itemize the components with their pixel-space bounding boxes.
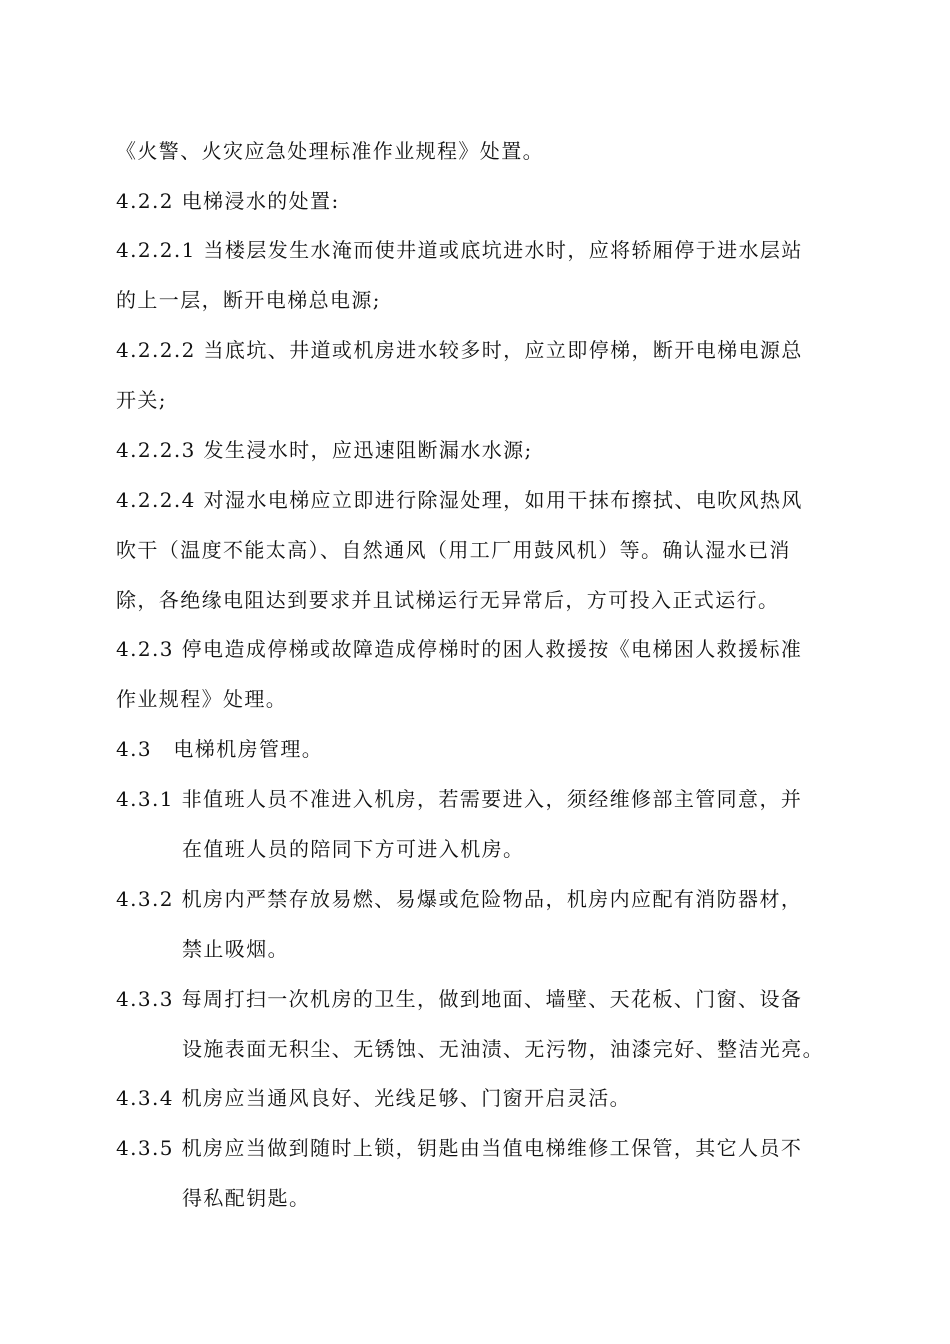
heading-4-2-2: 4.2.2 电梯浸水的处置: <box>116 189 340 213</box>
text-line-fire-procedure: 《火警、火灾应急处理标准作业规程》处置。 <box>116 139 544 163</box>
item-4-2-2-4: 4.2.2.4 对湿水电梯应立即进行除湿处理，如用干抹布擦拭、电吹风热风 <box>116 488 803 512</box>
item-4-3-1: 4.3.1 非值班人员不准进入机房，若需要进入，须经维修部主管同意，并 <box>116 787 803 811</box>
item-4-2-2-2-cont: 开关; <box>116 388 167 412</box>
item-4-3-4: 4.3.4 机房应当通风良好、光线足够、门窗开启灵活。 <box>116 1086 632 1110</box>
item-4-3-2: 4.3.2 机房内严禁存放易燃、易爆或危险物品，机房内应配有消防器材， <box>116 887 803 911</box>
item-4-3-3: 4.3.3 每周打扫一次机房的卫生，做到地面、墙壁、天花板、门窗、设备 <box>116 987 803 1011</box>
heading-4-3: 4.3 电梯机房管理。 <box>116 737 324 761</box>
item-4-2-2-4-cont-2: 除，各绝缘电阻达到要求并且试梯运行无异常后，方可投入正式运行。 <box>116 588 780 612</box>
item-4-2-2-1: 4.2.2.1 当楼层发生水淹而使井道或底坑进水时，应将轿厢停于进水层站 <box>116 238 803 262</box>
item-4-2-2-2: 4.2.2.2 当底坑、井道或机房进水较多时，应立即停梯，断开电梯电源总 <box>116 338 803 362</box>
item-4-3-3-cont: 设施表面无积尘、无锈蚀、无油渍、无污物，油漆完好、整洁光亮。 <box>182 1037 824 1061</box>
item-4-2-3-cont: 作业规程》处理。 <box>116 687 288 711</box>
item-4-2-2-3: 4.2.2.3 发生浸水时，应迅速阻断漏水水源; <box>116 438 533 462</box>
item-4-3-5: 4.3.5 机房应当做到随时上锁，钥匙由当值电梯维修工保管，其它人员不 <box>116 1136 803 1160</box>
item-4-3-2-cont: 禁止吸烟。 <box>182 937 289 961</box>
item-4-2-2-4-cont-1: 吹干（温度不能太高）、自然通风（用工厂用鼓风机）等。确认湿水已消 <box>116 538 791 562</box>
item-4-3-5-cont: 得私配钥匙。 <box>182 1186 311 1210</box>
item-4-3-1-cont: 在值班人员的陪同下方可进入机房。 <box>182 837 525 861</box>
item-4-2-3: 4.2.3 停电造成停梯或故障造成停梯时的困人救援按《电梯困人救援标准 <box>116 637 803 661</box>
item-4-2-2-1-cont: 的上一层，断开电梯总电源; <box>116 288 381 312</box>
